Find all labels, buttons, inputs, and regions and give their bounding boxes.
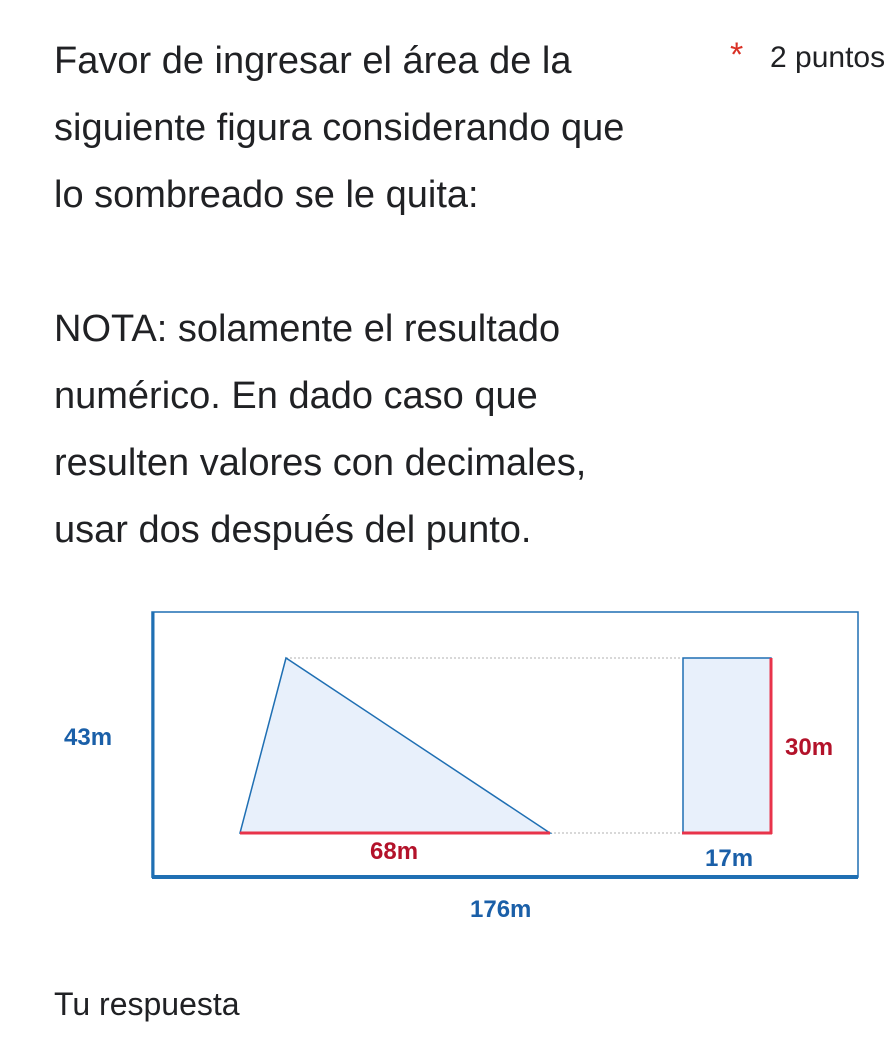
question-title bbox=[54, 28, 694, 564]
answer-label: Tu respuesta bbox=[54, 986, 240, 1022]
title-line-3: lo sombreado se le quita: bbox=[54, 174, 479, 216]
shaded-triangle bbox=[240, 658, 550, 833]
label-total-width: 176m bbox=[470, 896, 532, 923]
required-asterisk-icon: * bbox=[730, 36, 744, 74]
area-figure bbox=[50, 600, 880, 930]
shaded-rectangle bbox=[683, 658, 771, 833]
note-line-1: NOTA: solamente el resultado bbox=[54, 308, 561, 350]
note-line-3: resulten valores con decimales, bbox=[54, 442, 587, 484]
figure-svg bbox=[50, 600, 880, 930]
points-label: 2 puntos bbox=[770, 41, 886, 74]
label-rect-width: 17m bbox=[705, 845, 754, 872]
question-header bbox=[54, 28, 896, 564]
label-height-left: 43m bbox=[64, 724, 113, 751]
label-triangle-base: 68m bbox=[370, 838, 419, 865]
label-rect-height: 30m bbox=[785, 734, 834, 761]
title-line-1: Favor de ingresar el área de la bbox=[54, 40, 572, 82]
title-spacer bbox=[54, 229, 694, 296]
note-line-2: numérico. En dado caso que bbox=[54, 375, 538, 417]
title-line-2: siguiente figura considerando que bbox=[54, 107, 625, 149]
note-line-4: usar dos después del punto. bbox=[54, 509, 532, 551]
